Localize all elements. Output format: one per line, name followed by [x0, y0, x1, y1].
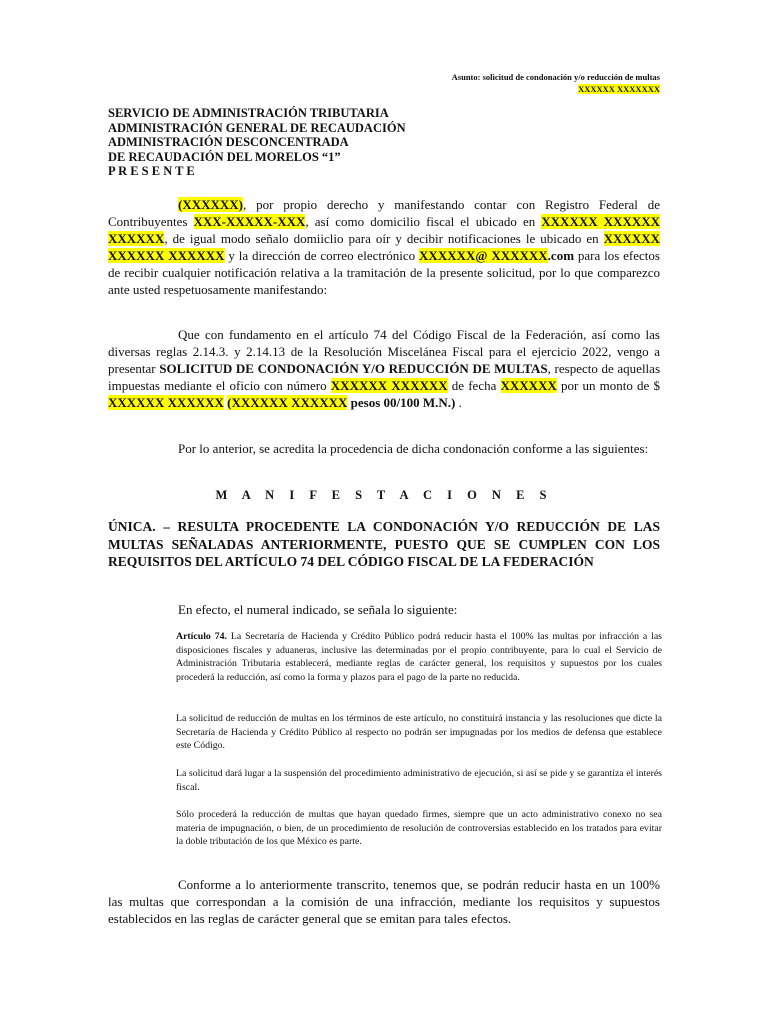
- fiscal-address-placeholder: XXXXXX XXXXXX XXXXXX: [108, 214, 660, 246]
- text-run: por un monto de $: [556, 378, 660, 393]
- rfc-placeholder: XXX-XXXXX-XXX: [193, 214, 306, 229]
- efecto-paragraph: En efecto, el numeral indicado, se señala lo siguiente:: [178, 602, 458, 617]
- quote-paragraph-1: [176, 630, 662, 684]
- addressee-line-3: ADMINISTRACIÓN DESCONCENTRADA: [108, 135, 349, 149]
- amount-currency: pesos 00/100 M.N.): [347, 395, 456, 410]
- procedencia-paragraph: Por lo anterior, se acredita la procedencia de dicha condonación conforme a las siguientes:: [178, 441, 649, 456]
- addressee-line-1: SERVICIO DE ADMINISTRACIÓN TRIBUTARIA: [108, 106, 389, 120]
- text-run: , así como domicilio fiscal el ubicado en: [305, 214, 542, 229]
- text-run: para los efectos de recibir cualquier notificación relativa a la tramitación de la presente solicitud, por lo que comparezco ante usted respetuosamente manifestando:: [108, 248, 660, 297]
- date-placeholder: XXXXXX: [500, 378, 557, 393]
- amount-placeholder: XXXXXX XXXXXX: [108, 395, 224, 410]
- request-paragraph: [108, 326, 660, 411]
- asunto-block: [414, 71, 660, 95]
- email-placeholder: XXXXXX@ XXXXXX: [419, 248, 548, 263]
- intro-paragraph: [108, 196, 660, 298]
- text-run: de fecha: [447, 378, 501, 393]
- asunto-placeholder: XXXXXX XXXXXXX: [578, 84, 660, 94]
- text-run: , respecto de aquellas impuestas mediante el oficio con número: [108, 361, 660, 393]
- text-run: , de igual modo señalo domiiclio para oír y decibir notificaciones le ubicado en: [164, 231, 604, 246]
- email-domain: .com: [547, 248, 575, 263]
- manifestaciones-heading: M A N I F E S T A C I O N E S: [215, 488, 553, 502]
- request-title: SOLICITUD DE CONDONACIÓN Y/O REDUCCIÓN DE MULTAS: [159, 361, 548, 376]
- text-run: La Secretaría de Hacienda y Crédito Público podrá reducir hasta el 100% las multas por infracción a las disposiciones fiscales y aduaneras, inclusive las determinadas por el propio contribuyente, para lo cual el Servicio de Administración Tributaria establecerá, mediante reglas de carácter general, los requisitos y supuestos por los cuales procederá la reducción, así como la forma y plazos para el pago de la parte no reducida.: [176, 631, 662, 683]
- oficio-placeholder: XXXXXX XXXXXX: [330, 378, 448, 393]
- notification-address-placeholder: XXXXXX XXXXXX XXXXXX: [108, 231, 660, 263]
- quote-paragraph-4: Sólo procederá la reducción de multas que hayan quedado firmes, siempre que un acto administrativo conexo no sea materia de impugnación, o bien, de un procedimiento de resolución de controversias establecido en los tratados para evitar la doble tributación de los que México es parte.: [176, 809, 662, 848]
- addressee-line-4: DE RECAUDACIÓN DEL MORELOS “1”: [108, 149, 341, 164]
- text-run: y la dirección de correo electrónico: [224, 248, 420, 263]
- quote-paragraph-3: La solicitud dará lugar a la suspensión del procedimiento administrativo de ejecución, si así se pide y se garantiza el interés fiscal.: [176, 768, 662, 793]
- conclusion-paragraph: Conforme a lo anteriormente transcrito, tenemos que, se podrán reducir hasta en un 100% las multas que correspondan a la comisión de una infracción, mediante los requisitos y supuestos establecidos en las reglas de carácter general que se emitan para tales efectos.: [108, 877, 660, 926]
- unica-heading: ÚNICA. – RESULTA PROCEDENTE LA CONDONACIÓN Y/O REDUCCIÓN DE LAS MULTAS SEÑALADAS ANTERIORMENTE, PUESTO QUE SE CUMPLEN CON LOS REQUISITOS DEL ARTÍCULO 74 DEL CÓDIGO FISCAL DE LA FEDERACIÓN: [108, 519, 660, 569]
- addressee-heading: [108, 106, 558, 179]
- asunto-line: Asunto: solicitud de condonación y/o reducción de multas: [451, 72, 660, 82]
- amount-words-placeholder: (XXXXXX XXXXXX: [227, 395, 348, 410]
- addressee-line-5: P R E S E N T E: [108, 164, 195, 178]
- name-placeholder: (XXXXXX): [178, 197, 243, 212]
- text-run: , por propio derecho y manifestando contar con Registro Federal de Contribuyentes: [108, 197, 660, 229]
- article-label: Artículo 74.: [176, 631, 227, 642]
- addressee-line-2: ADMINISTRACIÓN GENERAL DE RECAUDACIÓN: [108, 120, 406, 135]
- quote-paragraph-2: La solicitud de reducción de multas en los términos de este artículo, no constituirá instancia y las resoluciones que dicte la Secretaría de Hacienda y Crédito Público al respecto no podrán ser impugnadas por los medios de defensa que establece este Código.: [176, 713, 662, 752]
- text-run: .: [455, 395, 462, 410]
- text-run: Que con fundamento en el artículo 74 del Código Fiscal de la Federación, así como las diversas reglas 2.14.3. y 2.14.13 de la Resolución Miscelánea Fiscal para el ejercicio 2022, vengo a presentar: [108, 327, 660, 376]
